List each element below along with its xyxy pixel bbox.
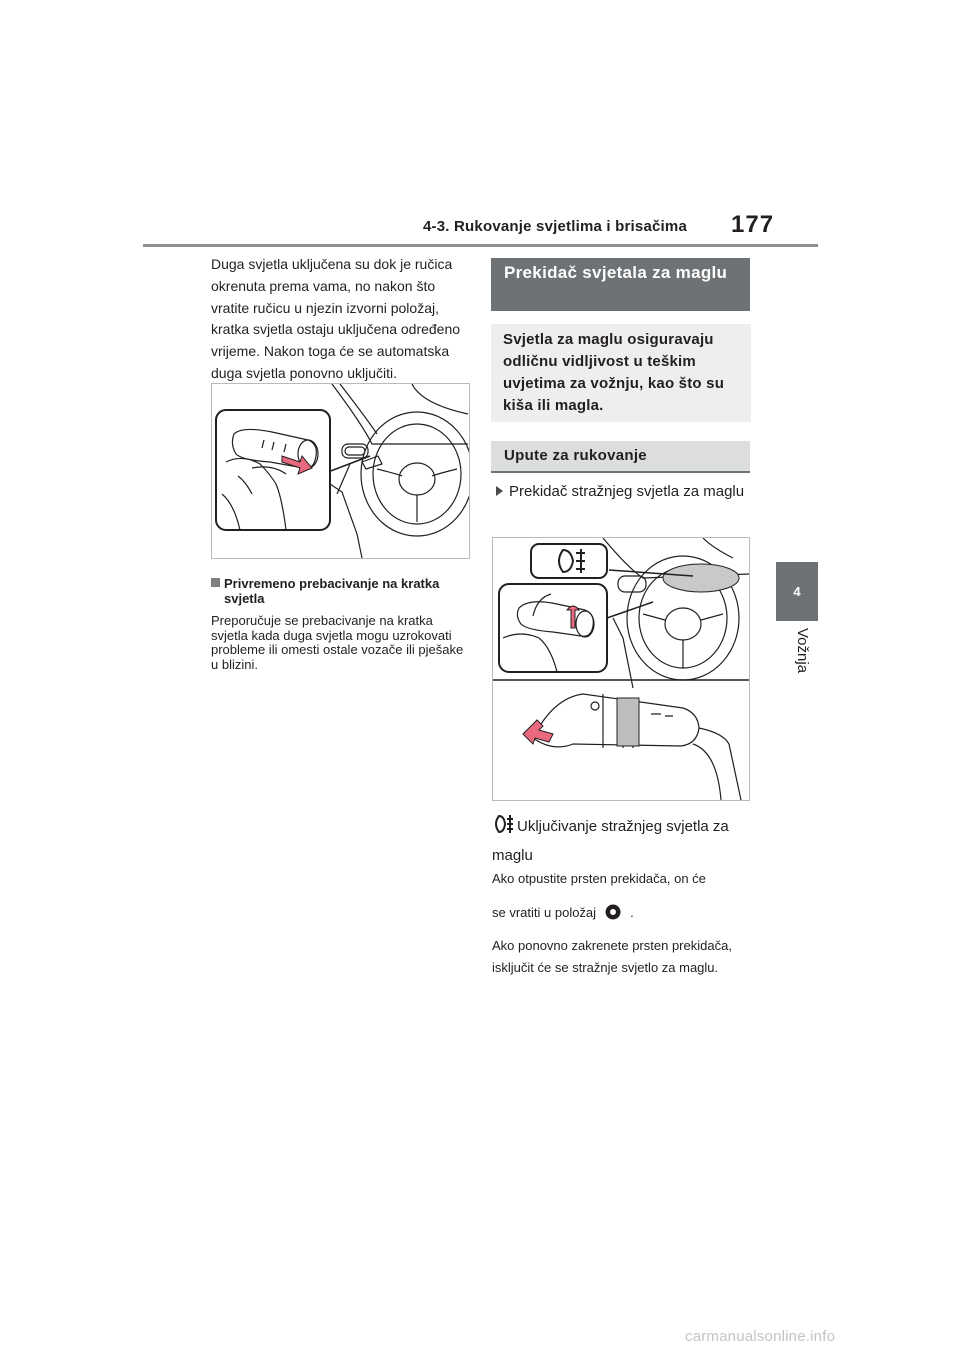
fog-on-line [492,812,752,870]
square-bullet-icon [211,578,220,587]
ring-position-icon [604,903,622,921]
header-divider [143,244,818,247]
note-turn-off: Ako ponovno zakrenete prsten prekidača, isključit će se stražnje svjetlo za maglu. [492,938,732,975]
fog-switch-drawing [493,538,749,800]
chapter-label: Vožnja [794,628,811,674]
sub-header-operation: Upute za rukovanje [491,441,750,473]
intro-box: Svjetla za maglu osiguravaju odličnu vidljivost u teškim uvjetima za vožnju, kao što su kiša ili magla. [491,324,751,422]
step-rear-fog-switch [496,480,746,503]
steering-lever-drawing [212,384,469,558]
step-text: Prekidač stražnjeg svjetla za maglu [509,483,745,500]
note2-period: . [630,905,634,920]
subheading-temporary-low-beam [211,576,469,606]
fog-on-label: Uključivanje stražnjeg svjetla za maglu [492,818,729,864]
section-title: 4-3. Rukovanje svjetlima i brisačima [423,218,687,235]
note2-text: se vratiti u položaj [492,905,597,920]
note-release-ring: Ako otpustite prsten prekidača, on će [492,871,706,886]
chapter-tab[interactable]: 4 [776,562,818,621]
high-beam-illustration [211,383,470,559]
triangle-arrow-icon [496,486,503,496]
note-return-position [492,902,752,923]
section-header-fog-lights: Prekidač svjetala za maglu [491,258,750,311]
subheading-body: Preporučuje se prebacivanje na kratka svjetla kada duga svjetla mogu uzrokovati probleme ili omesti ostale vozače ili pješake u blizini. [211,613,464,672]
subheading-line-2: svjetla [224,591,265,606]
fog-switch-illustration [492,537,750,801]
subheading-line-1: Privremeno prebacivanje na kratka [224,576,440,591]
rear-fog-light-icon [492,814,514,834]
watermark: carmanualsonline.info [685,1328,836,1345]
body-paragraph: Duga svjetla uključena su dok je ručica okrenuta prema vama, no nakon što vratite ručicu u njezin izvorni položaj, kratka svjetla ostaju uključena određeno vrijeme. Nakon toga će se automatska duga svjetla ponovno uključiti. [211,256,461,381]
page-number: 177 [731,211,775,238]
